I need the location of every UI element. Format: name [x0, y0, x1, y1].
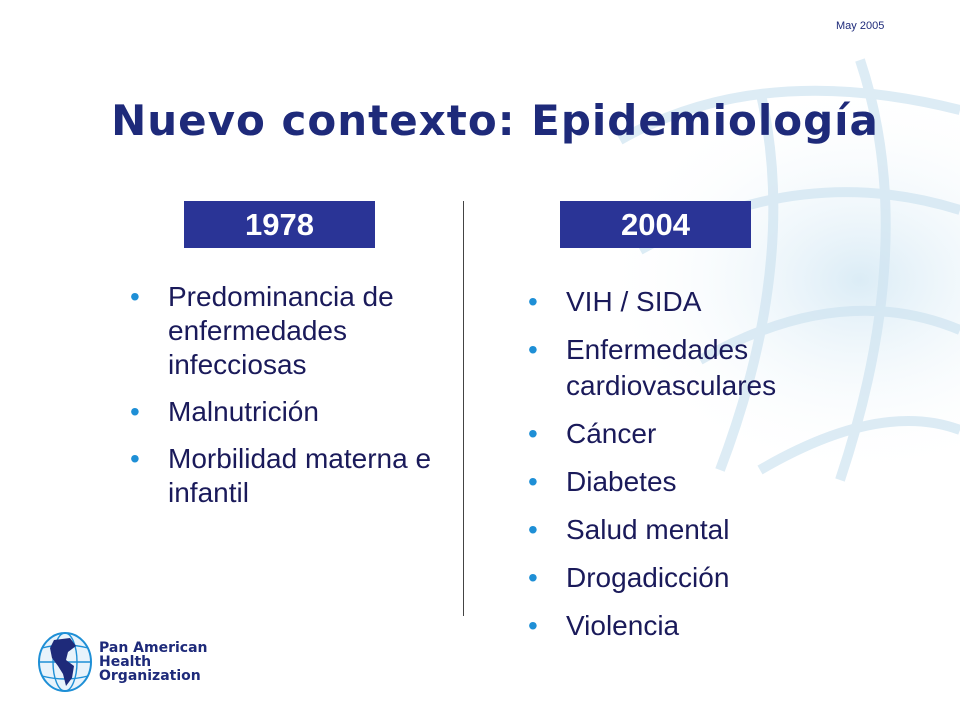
bullet-icon: •: [528, 334, 538, 365]
organization-name: Pan American Health Organization: [99, 640, 208, 684]
list-1978: [130, 280, 458, 523]
bullet-icon: •: [528, 562, 538, 593]
bullet-icon: •: [130, 443, 140, 474]
year-header-1978: 1978: [184, 201, 375, 248]
list-2004: [528, 284, 896, 656]
slide-date: May 2005: [836, 20, 885, 32]
bullet-icon: •: [528, 610, 538, 641]
slide-title: Nuevo contexto: Epidemiología: [111, 96, 879, 145]
list-item: • Morbilidad materna e infantil: [130, 443, 432, 508]
bullet-icon: •: [130, 396, 140, 427]
bullet-icon: •: [528, 418, 538, 449]
list-item: • Salud mental: [566, 512, 896, 548]
list-item: • Predominancia de enfermedades infecciosas: [130, 281, 394, 380]
list-item: • Violencia: [566, 608, 896, 644]
year-header-2004: 2004: [560, 201, 751, 248]
column-divider: [463, 201, 464, 616]
bullet-icon: •: [528, 286, 538, 317]
paho-globe-logo: [36, 630, 94, 694]
bullet-icon: •: [130, 281, 140, 312]
bullet-icon: •: [528, 514, 538, 545]
list-item: • Drogadicción: [566, 560, 896, 596]
list-item: • VIH / SIDA: [566, 284, 896, 320]
list-item: • Cáncer: [566, 416, 896, 452]
list-item: • Enfermedades cardiovasculares: [528, 334, 777, 401]
list-item: • Malnutrición: [130, 396, 319, 427]
bullet-icon: •: [528, 466, 538, 497]
list-item: • Diabetes: [566, 464, 896, 500]
